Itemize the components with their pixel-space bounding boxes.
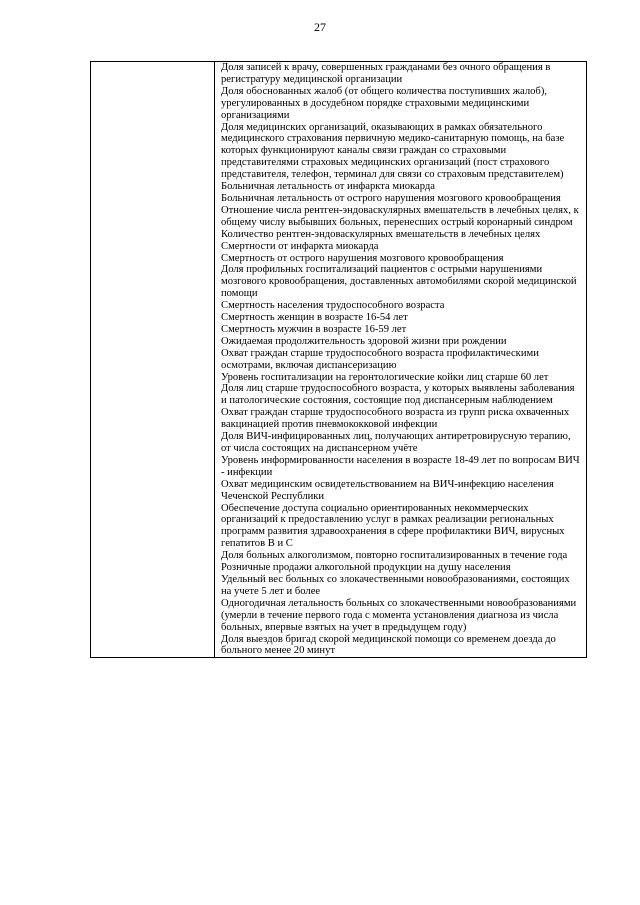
indicator-item: Охват медицинским освидетельствованием на ВИЧ-инфекцию населения Чеченской Республики [221, 478, 554, 502]
indicators-cell [215, 62, 587, 658]
indicator-item: Доля выездов бригад скорой медицинской помощи со временем доезда до больного менее 20 минут [221, 633, 556, 657]
indicator-item: Доля лиц старше трудоспособного возраста, у которых выявлены заболевания и патологические состояния, состоящие под диспансерным наблюдением [221, 383, 575, 407]
indicator-item: Смертность мужчин в возрасте 16-59 лет [221, 323, 407, 335]
indicator-item: Доля записей к врачу, совершенных гражданами без очного обращения в регистратуру медицинской организации [221, 62, 551, 85]
indicator-item: Смертности от инфаркта миокарда [221, 240, 379, 252]
indicator-item: Больничная летальность от инфаркта миокарда [221, 181, 435, 193]
indicator-item: Смертность женщин в возрасте 16-54 лет [221, 312, 408, 324]
indicator-item: Ожидаемая продолжительность здоровой жизни при рождении [221, 335, 507, 347]
indicator-item: Доля медицинских организаций, оказывающих в рамках обязательного медицинского страхования первичную медико-санитарную помощь, на базе которых функционируют каналы связи граждан со страховыми представителями страховых медицинских организаций (пост страхового представителя, телефон, терминал для связи со страховым представителем) [221, 121, 565, 181]
indicator-item: Больничная летальность от острого нарушения мозгового кровообращения [221, 192, 561, 204]
indicators-table [90, 61, 587, 658]
indicator-item: Доля профильных госпитализаций пациентов с острыми нарушениями мозгового кровообращения, доставленных автомобилями скорой медицинской помощи [221, 264, 577, 300]
indicator-item: Уровень госпитализации на геронтологические койки лиц старше 60 лет [221, 371, 549, 383]
indicator-item: Смертность населения трудоспособного возраста [221, 300, 445, 312]
indicator-item: Доля обоснованных жалоб (от общего количества поступивших жалоб), урегулированных в досудебном порядке страховыми медицинскими организациями [221, 85, 548, 121]
indicator-item: Охват граждан старше трудоспособного возраста из групп риска охваченных вакцинацией против пневмококковой инфекции [221, 407, 570, 431]
indicator-item: Доля ВИЧ-инфицированных лиц, получающих антиретровирусную терапию, от числа состоящих на диспансерном учёте [221, 431, 571, 454]
indicator-item: Розничные продажи алкогольной продукции на душу населения [221, 562, 511, 574]
empty-left-cell [91, 62, 215, 658]
indicator-item: Отношение числа рентген-эндоваскулярных вмешательств в лечебных целях, к общему числу выбывших больных, перенесших острый коронарный синдром [221, 204, 579, 228]
indicator-item: Уровень информированности населения в возрасте 18-49 лет по вопросам ВИЧ - инфекции [221, 454, 580, 478]
indicator-item: Обеспечение доступа социально ориентированных некоммерческих организаций к предоставлению услуг в рамках реализации региональных программ развития здравоохранения в сфере профилактики ВИЧ, вирусных гепатитов В и С [221, 502, 565, 550]
page-number: 27 [314, 20, 326, 34]
indicator-item: Смертность от острого нарушения мозгового кровообращения [221, 252, 504, 264]
indicator-item: Количество рентген-эндоваскулярных вмешательств в лечебных целях [221, 228, 541, 240]
table-row [91, 62, 587, 658]
indicator-item: Доля больных алкоголизмом, повторно госпитализированных в течение года [221, 550, 568, 562]
indicator-item: Охват граждан старше трудоспособного возраста профилактическими осмотрами, включая диспансеризацию [221, 347, 539, 371]
indicator-item: Удельный вес больных со злокачественными новообразованиями, состоящих на учете 5 лет и более [221, 573, 570, 597]
indicator-item: Одногодичная летальность больных со злокачественными новообразованиями (умерли в течение первого года с момента установления диагноза из числа больных, впервые взятых на учет в предыдущем году) [221, 597, 577, 633]
